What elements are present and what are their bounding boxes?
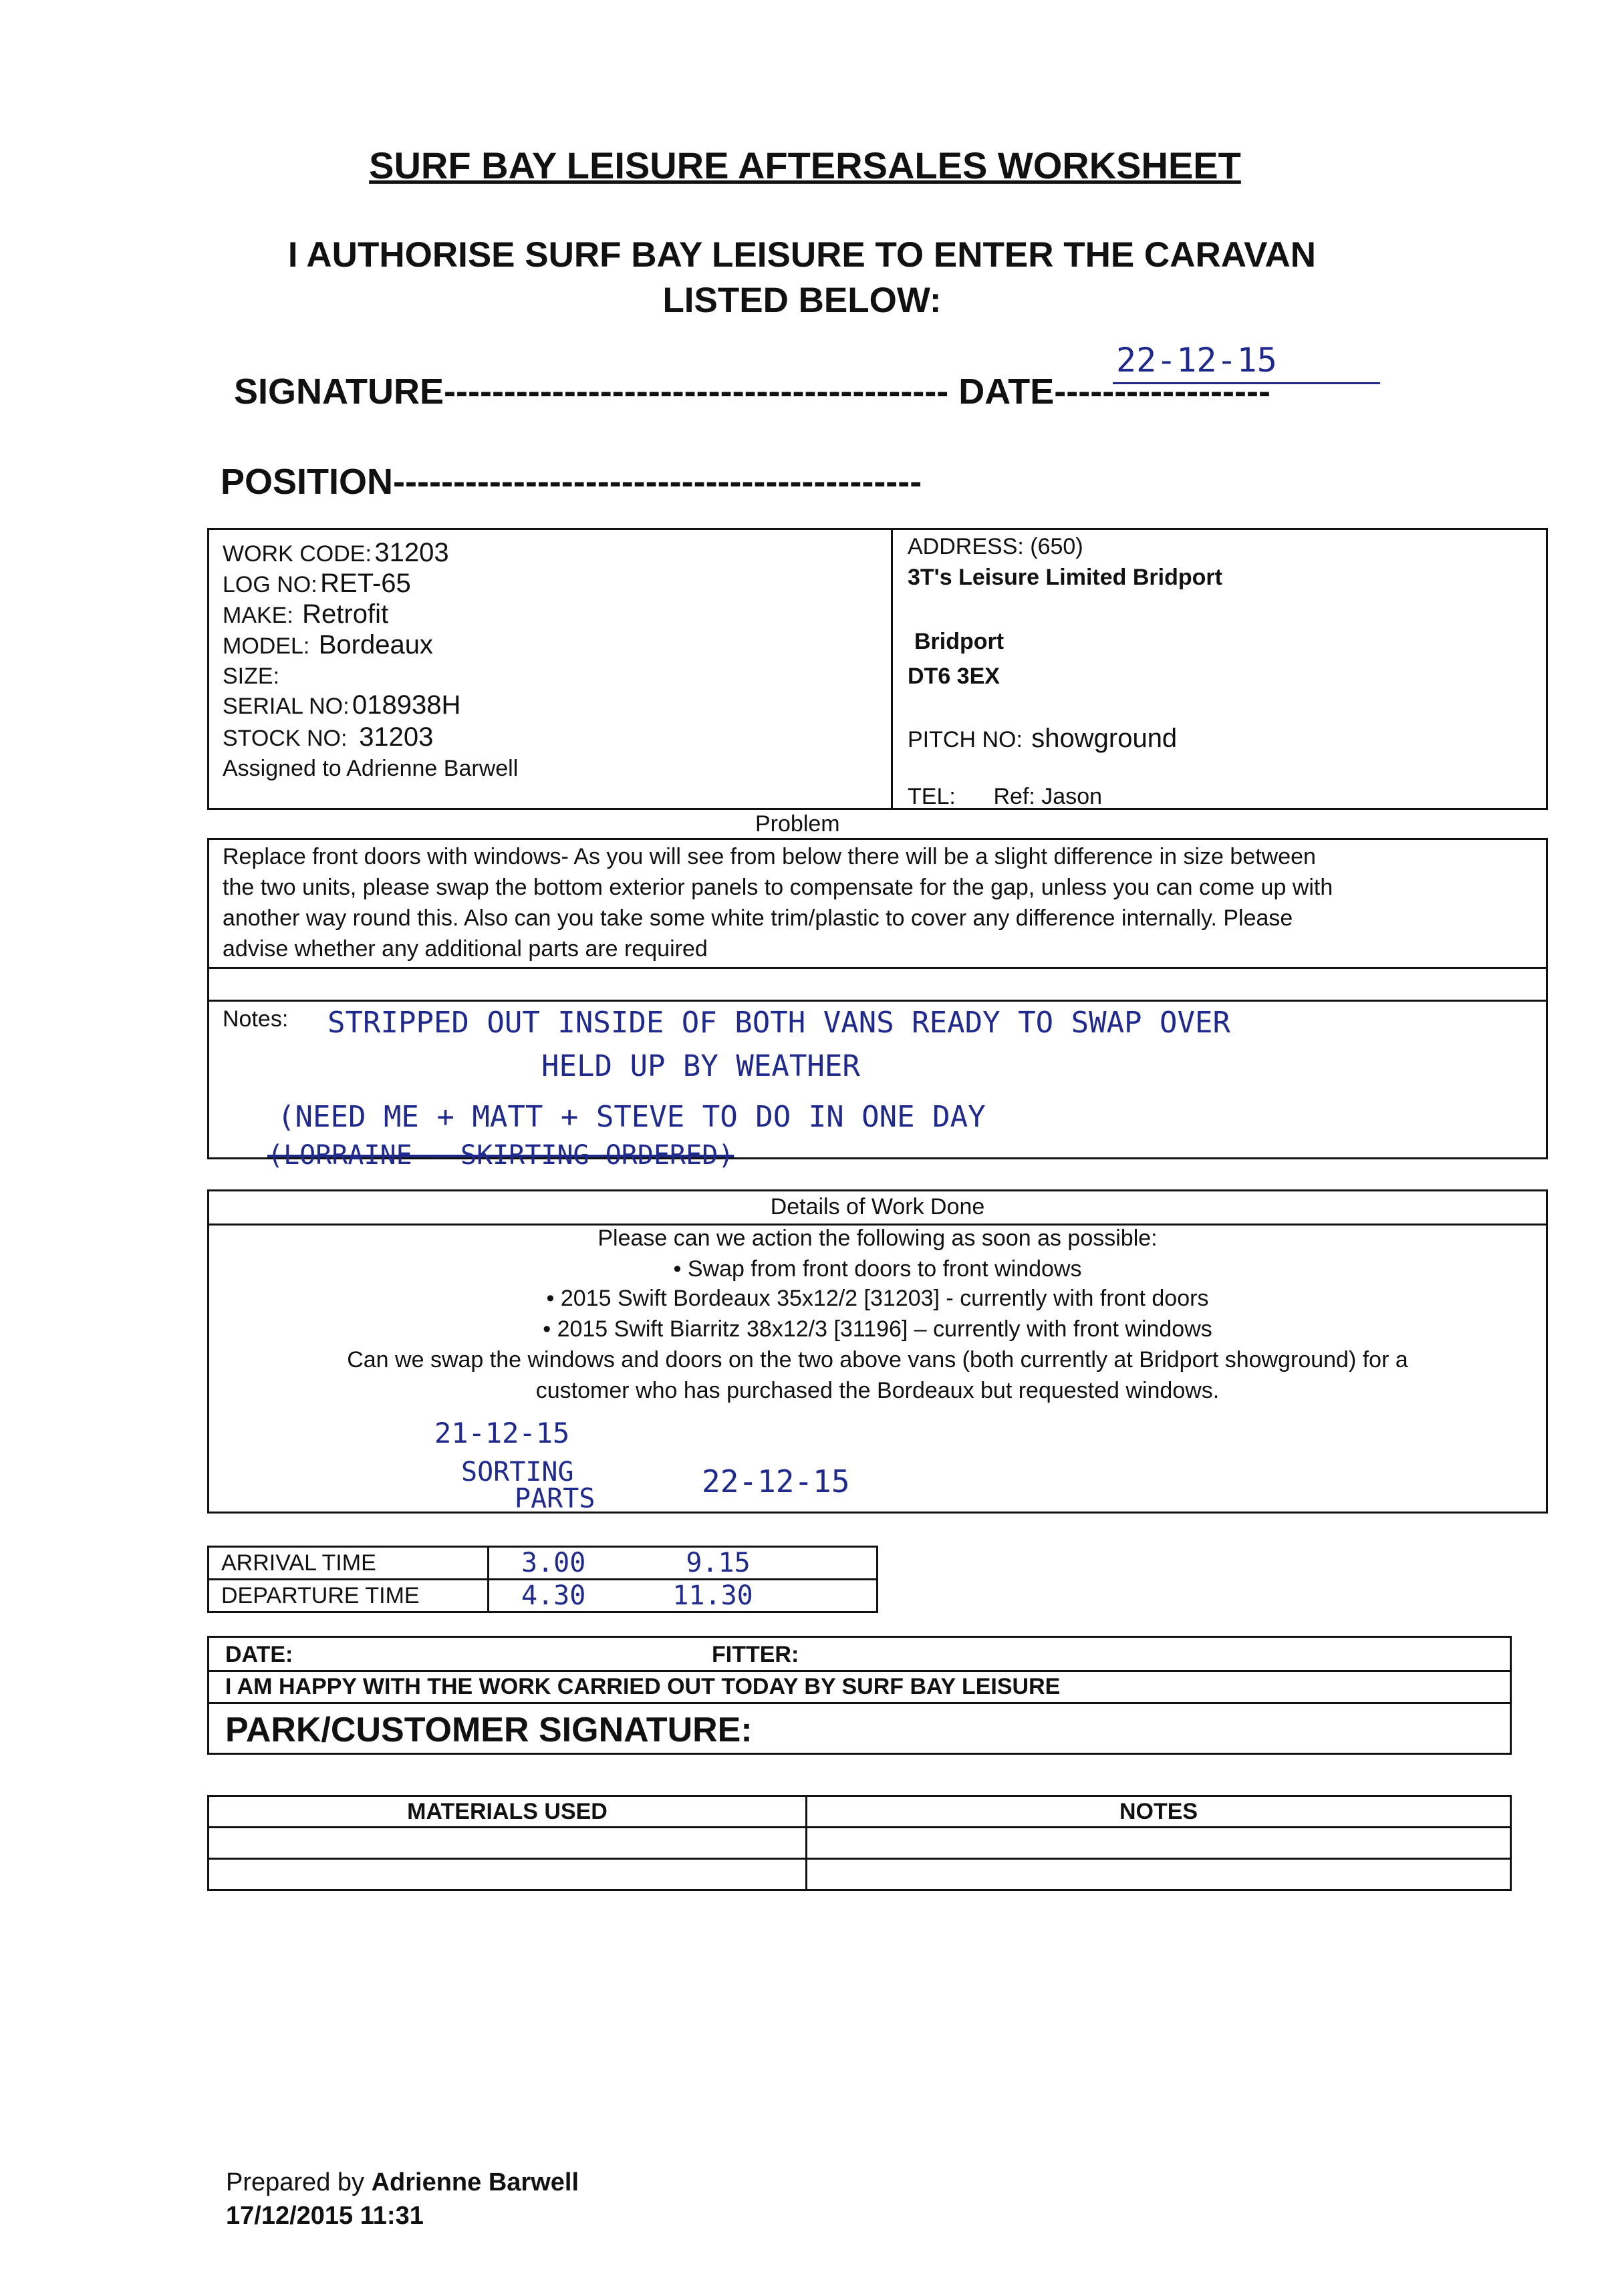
problem-spacer-row xyxy=(207,965,1548,1002)
model-row xyxy=(223,630,433,660)
details-line-6: customer who has purchased the Bordeaux but requested windows. xyxy=(535,1378,1220,1403)
signoff-fitter-label: FITTER: xyxy=(712,1642,799,1667)
materials-cell xyxy=(209,1859,807,1890)
signoff-date-label: DATE: xyxy=(225,1642,293,1667)
materials-row xyxy=(209,1828,1511,1859)
page-title: SURF BAY LEISURE AFTERSALES WORKSHEET xyxy=(369,144,1241,186)
notes-header: NOTES xyxy=(807,1796,1511,1828)
tel-value: Ref: Jason xyxy=(993,784,1103,809)
authorise-line-2: LISTED BELOW: xyxy=(662,281,942,320)
times-table xyxy=(207,1546,878,1613)
stock-no-label: STOCK NO: xyxy=(223,726,348,751)
details-line-4: • 2015 Swift Biarritz 38x12/3 [31196] – currently with front windows xyxy=(543,1316,1212,1342)
position-label: POSITION xyxy=(221,462,394,502)
notes-handwritten-4: (LORRAINE - SKIRTING ORDERED) xyxy=(267,1140,734,1171)
make-value: Retrofit xyxy=(302,599,389,629)
details-box xyxy=(207,1222,1548,1514)
position-line: POSITION-------------------------------------------- xyxy=(221,462,922,502)
arrival-value xyxy=(489,1547,878,1580)
serial-no-value: 018938H xyxy=(352,690,461,720)
log-no-value: RET-65 xyxy=(320,569,411,598)
vehicle-address-box xyxy=(207,528,1548,810)
departure-value-1: 4.30 xyxy=(521,1580,586,1611)
details-handwritten-date-2: 22-12-15 xyxy=(702,1463,850,1499)
arrival-row xyxy=(209,1547,878,1580)
details-line-5: Can we swap the windows and doors on the two above vans (both currently at Bridport showground) for a xyxy=(347,1347,1408,1373)
signoff-box xyxy=(207,1636,1512,1755)
log-no-label: LOG NO: xyxy=(223,572,317,597)
prepared-by-name: Adrienne Barwell xyxy=(371,2168,579,2196)
details-handwritten-sorting: SORTING xyxy=(461,1457,574,1487)
signature-line: SIGNATURE------------------------------------------ DATE------------------ xyxy=(234,372,1270,412)
work-code-row xyxy=(223,538,449,568)
details-heading: Details of Work Done xyxy=(770,1194,985,1219)
materials-notes-cell xyxy=(807,1859,1511,1890)
address-label: ADDRESS: (650) xyxy=(908,534,1083,559)
tel-label: TEL: xyxy=(908,784,956,809)
customer-signature-label: PARK/CUSTOMER SIGNATURE: xyxy=(225,1711,753,1749)
authorise-line-1: I AUTHORISE SURF BAY LEISURE TO ENTER THE CARAVAN xyxy=(287,235,1317,275)
prepared-timestamp: 17/12/2015 11:31 xyxy=(226,2202,424,2230)
signature-label: SIGNATURE xyxy=(234,372,444,412)
address-postcode: DT6 3EX xyxy=(908,664,1000,689)
date-underline xyxy=(1113,382,1380,384)
size-label: SIZE: xyxy=(223,664,280,689)
notes-handwritten-3: (NEED ME + MATT + STEVE TO DO IN ONE DAY xyxy=(277,1100,986,1134)
problem-line-1: Replace front doors with windows- As you will see from below there will be a slight difference in size between xyxy=(223,844,1316,869)
pitch-value: showground xyxy=(1031,724,1178,753)
details-line-3: • 2015 Swift Bordeaux 35x12/2 [31203] - currently with front doors xyxy=(546,1286,1209,1311)
departure-row xyxy=(209,1580,878,1612)
work-code-label: WORK CODE: xyxy=(223,541,372,567)
departure-label: DEPARTURE TIME xyxy=(209,1580,489,1612)
problem-line-2: the two units, please swap the bottom exterior panels to compensate for the gap, unless you can come up with xyxy=(223,875,1333,900)
work-code-value: 31203 xyxy=(374,538,449,567)
arrival-label: ARRIVAL TIME xyxy=(209,1547,489,1580)
stock-no-value: 31203 xyxy=(359,722,434,752)
make-label: MAKE: xyxy=(223,603,293,628)
departure-value-2: 11.30 xyxy=(672,1580,753,1611)
details-header-box xyxy=(207,1189,1548,1226)
arrival-value-1: 3.00 xyxy=(521,1548,586,1578)
pitch-row xyxy=(908,724,1177,754)
materials-used-header: MATERIALS USED xyxy=(209,1796,807,1828)
problem-line-3: another way round this. Also can you take some white trim/plastic to cover any difference internally. Please xyxy=(223,905,1293,931)
notes-handwritten-1: STRIPPED OUT INSIDE OF BOTH VANS READY TO SWAP OVER xyxy=(327,1006,1231,1040)
assigned-to: Assigned to Adrienne Barwell xyxy=(223,756,519,781)
details-line-2: • Swap from front doors to front windows xyxy=(673,1256,1082,1282)
column-divider xyxy=(891,530,893,808)
details-line-1: Please can we action the following as soon as possible: xyxy=(597,1226,1158,1251)
address-company: 3T's Leisure Limited Bridport xyxy=(908,565,1222,590)
details-handwritten-date-1: 21-12-15 xyxy=(434,1417,570,1449)
stock-no-row xyxy=(223,722,433,752)
pitch-label: PITCH NO: xyxy=(908,727,1023,752)
address-town: Bridport xyxy=(914,629,1004,654)
prepared-by-line xyxy=(226,2168,579,2197)
signoff-happy-statement: I AM HAPPY WITH THE WORK CARRIED OUT TODAY BY SURF BAY LEISURE xyxy=(225,1674,1061,1699)
signoff-divider-1 xyxy=(209,1670,1510,1672)
serial-no-label: SERIAL NO: xyxy=(223,694,350,719)
signoff-divider-2 xyxy=(209,1702,1510,1704)
materials-notes-cell xyxy=(807,1828,1511,1859)
problem-box xyxy=(207,838,1548,969)
problem-line-4: advise whether any additional parts are required xyxy=(223,936,708,962)
details-handwritten-parts: PARTS xyxy=(515,1483,595,1514)
problem-heading: Problem xyxy=(755,811,840,837)
notes-handwritten-2: HELD UP BY WEATHER xyxy=(541,1049,860,1083)
tel-row xyxy=(908,784,1102,810)
notes-label: Notes: xyxy=(223,1006,289,1032)
model-value: Bordeaux xyxy=(318,630,433,660)
authorisation-statement xyxy=(200,233,1403,323)
departure-value xyxy=(489,1580,878,1612)
model-label: MODEL: xyxy=(223,633,310,659)
serial-no-row xyxy=(223,690,460,720)
size-row xyxy=(223,664,279,690)
materials-cell xyxy=(209,1828,807,1859)
handwritten-date: 22-12-15 xyxy=(1116,341,1277,380)
materials-table xyxy=(207,1795,1512,1891)
log-no-row xyxy=(223,569,411,599)
arrival-value-2: 9.15 xyxy=(686,1548,751,1578)
make-row xyxy=(223,599,388,629)
prepared-by-label: Prepared by xyxy=(226,2168,365,2196)
materials-header-row xyxy=(209,1796,1511,1828)
materials-row xyxy=(209,1859,1511,1890)
date-label: DATE xyxy=(958,372,1055,412)
